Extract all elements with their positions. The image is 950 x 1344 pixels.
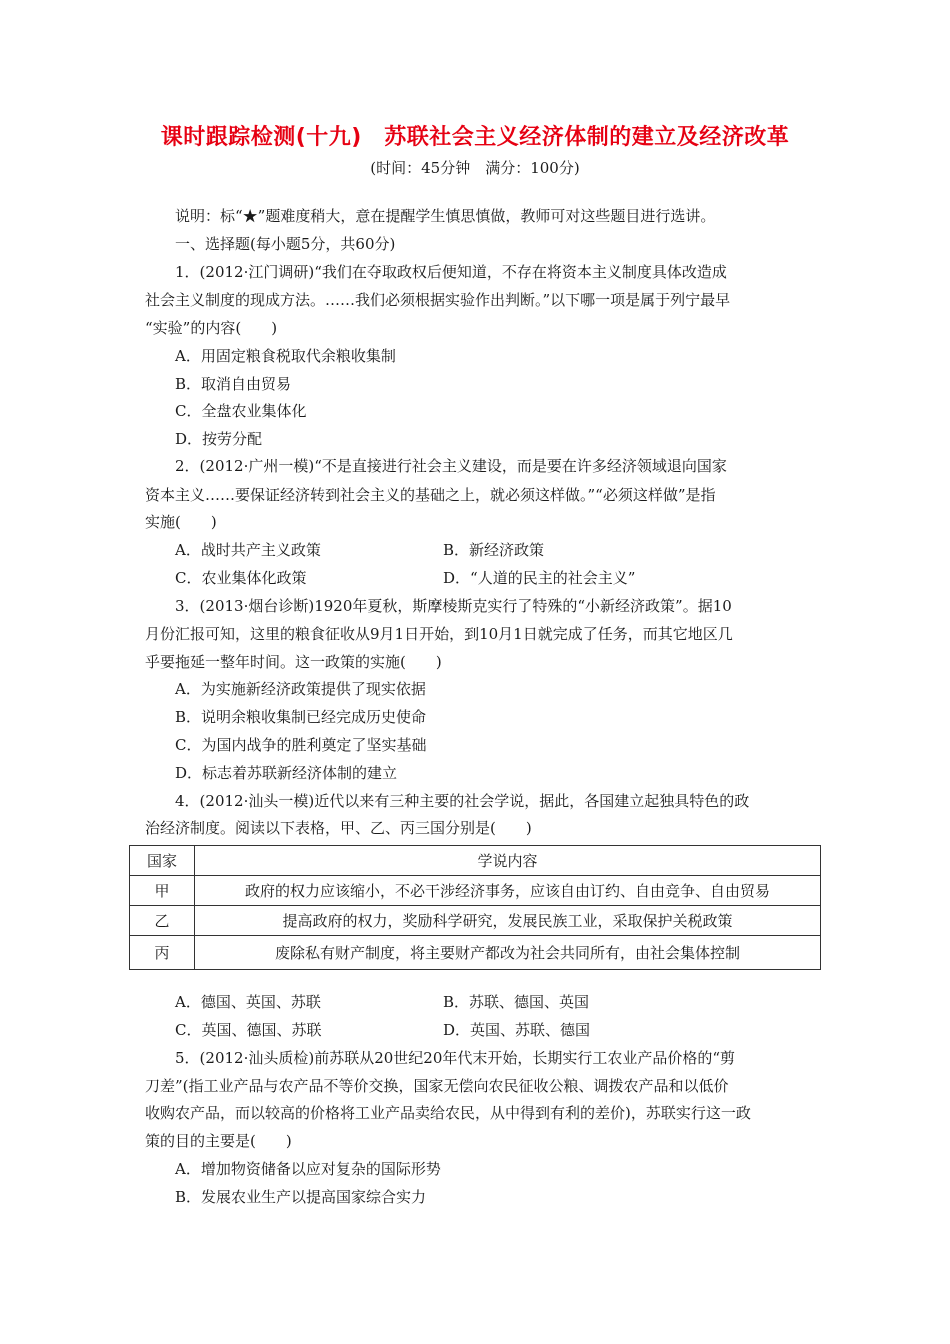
q5-stem-line: 5．(2012·汕头质检)前苏联从20世纪20年代末开始，长期实行工农业产品价格的“剪 (175, 1049, 736, 1067)
q2-option-a: A．战时共产主义政策 (175, 541, 321, 559)
q1-option-a: A．用固定粮食税取代余粮收集制 (175, 347, 396, 365)
table-cell-country: 乙 (130, 906, 195, 936)
table-header-cell: 国家 (130, 846, 195, 876)
q5-stem-line: 刀差”(指工业产品与农产品不等价交换，国家无偿向农民征收公粮、调拨农产品和以低价 (145, 1077, 729, 1095)
q2-option-d: D．“人道的民主的社会主义” (443, 569, 636, 587)
table-cell-country: 丙 (130, 936, 195, 970)
q3-option-c: C．为国内战争的胜利奠定了坚实基础 (175, 736, 427, 754)
q2-stem-line: 2．(2012·广州一模)“不是直接进行社会主义建设，而是要在许多经济领域退向国家 (175, 457, 727, 475)
q3-option-a: A．为实施新经济政策提供了现实依据 (175, 680, 426, 698)
table-header-row (130, 846, 821, 876)
instruction-note: 说明：标“★”题难度稍大，意在提醒学生慎思慎做，教师可对这些题目进行选讲。 (175, 207, 716, 225)
q1-stem-line: 1．(2012·江门调研)“我们在夺取政权后便知道，不存在将资本主义制度具体改造成 (175, 263, 727, 281)
q3-stem-line: 乎要拖延一整年时间。这一政策的实施( ) (145, 653, 442, 671)
q4-option-a: A．德国、英国、苏联 (175, 993, 321, 1011)
document-title: 课时跟踪检测(十九) 苏联社会主义经济体制的建立及经济改革 (160, 125, 790, 150)
q1-option-b: B．取消自由贸易 (175, 375, 292, 393)
q5-option-a: A．增加物资储备以应对复杂的国际形势 (175, 1160, 441, 1178)
q4-option-b: B．苏联、德国、英国 (443, 993, 590, 1011)
q3-stem-line: 3．(2013·烟台诊断)1920年夏秋，斯摩棱斯克实行了特殊的“小新经济政策”。据10 (175, 597, 732, 615)
q2-stem-line: 资本主义……要保证经济转到社会主义的基础之上，就必须这样做。”“必须这样做”是指 (145, 486, 716, 504)
q2-option-b: B．新经济政策 (443, 541, 545, 559)
q4-option-d: D．英国、苏联、德国 (443, 1021, 591, 1039)
table-header-cell: 学说内容 (195, 846, 821, 876)
q3-stem-line: 月份汇报可知，这里的粮食征收从9月1日开始，到10月1日就完成了任务，而其它地区几 (145, 625, 733, 643)
q2-option-c: C．农业集体化政策 (175, 569, 307, 587)
q5-option-b: B．发展农业生产以提高国家综合实力 (175, 1188, 427, 1206)
document-subtitle: (时间：45分钟 满分：100分) (370, 159, 580, 177)
q4-option-c: C．英国、德国、苏联 (175, 1021, 322, 1039)
table-cell-country: 甲 (130, 876, 195, 906)
doctrine-table (129, 845, 821, 970)
table-cell-doctrine: 提高政府的权力，奖励科学研究，发展民族工业，采取保护关税政策 (195, 906, 821, 936)
table-row (130, 936, 821, 970)
q3-option-b: B．说明余粮收集制已经完成历史使命 (175, 708, 427, 726)
q4-stem-line: 治经济制度。阅读以下表格，甲、乙、丙三国分别是( ) (145, 819, 532, 837)
q5-stem-line: 策的目的主要是( ) (145, 1132, 292, 1150)
q1-option-d: D．按劳分配 (175, 430, 263, 448)
table-row (130, 906, 821, 936)
table-row (130, 876, 821, 906)
table-cell-doctrine: 废除私有财产制度，将主要财产都改为社会共同所有，由社会集体控制 (195, 936, 821, 970)
q3-option-d: D．标志着苏联新经济体制的建立 (175, 764, 398, 782)
section-heading: 一、选择题(每小题5分，共60分) (175, 235, 396, 253)
q5-stem-line: 收购农产品，而以较高的价格将工业产品卖给农民，从中得到有利的差价)，苏联实行这一政 (145, 1104, 751, 1122)
q2-stem-line: 实施( ) (145, 513, 217, 531)
q1-option-c: C．全盘农业集体化 (175, 402, 307, 420)
q1-stem-line: 社会主义制度的现成方法。……我们必须根据实验作出判断。”以下哪一项是属于列宁最早 (145, 291, 731, 309)
table-cell-doctrine: 政府的权力应该缩小，不必干涉经济事务，应该自由订约、自由竞争、自由贸易 (195, 876, 821, 906)
q1-stem-line: “实验”的内容( ) (145, 319, 278, 337)
q4-stem-line: 4．(2012·汕头一模)近代以来有三种主要的社会学说，据此，各国建立起独具特色的政 (175, 792, 750, 810)
